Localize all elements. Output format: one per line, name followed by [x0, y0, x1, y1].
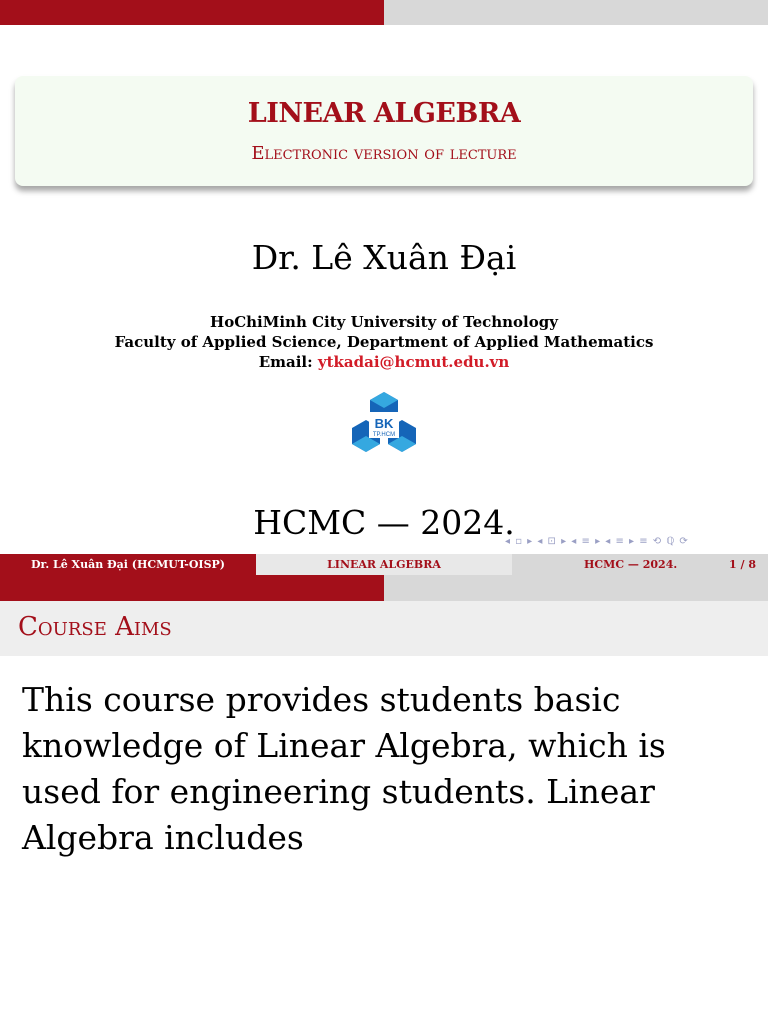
logo-text-city: TP.HCM: [372, 432, 396, 438]
affiliation-faculty: Faculty of Applied Science, Department of Applied Mathematics: [114, 333, 654, 351]
slide2-header-bar-left: [0, 575, 384, 601]
header-bar-right: [384, 0, 768, 25]
title-block: [15, 76, 753, 186]
slide2-header-bar-right: [384, 575, 768, 601]
footer-title: LINEAR ALGEBRA: [256, 554, 512, 575]
slide2-body-text: This course provides students basic knowledge of Linear Algebra, which is used for engineering students. Linear Algebra includes: [22, 680, 666, 857]
footer-date-page: [512, 554, 768, 575]
beamer-navigation-icons[interactable]: ◂ ▫ ▸ ◂ ⊡ ▸ ◂ ≡ ▸ ◂ ≡ ▸ ≡ ⟲ ℚ ⟳: [505, 536, 689, 547]
footer-author: Dr. Lê Xuân Đại (HCMUT-OISP): [0, 554, 256, 575]
footer-page-number: 1 / 8: [729, 558, 756, 571]
header-bar-left: [0, 0, 384, 25]
bk-university-logo: [350, 390, 418, 460]
footer-date: HCMC — 2024.: [584, 558, 678, 571]
slide-subtitle: Electronic version of lecture: [251, 143, 517, 164]
presentation-date: HCMC — 2024.: [253, 503, 515, 542]
affiliation-university: HoChiMinh City University of Technology: [210, 313, 558, 331]
slide2-frame-title: Course Aims: [18, 612, 172, 642]
slide-title: LINEAR ALGEBRA: [247, 98, 521, 129]
logo-text-bk: BK: [374, 416, 394, 431]
email-label: Email:: [258, 353, 313, 371]
affiliation: [0, 312, 768, 372]
author-name: Dr. Lê Xuân Đại: [251, 238, 517, 277]
email-link[interactable]: ytkadai@hcmut.edu.vn: [317, 353, 510, 371]
email-line: [0, 352, 768, 372]
